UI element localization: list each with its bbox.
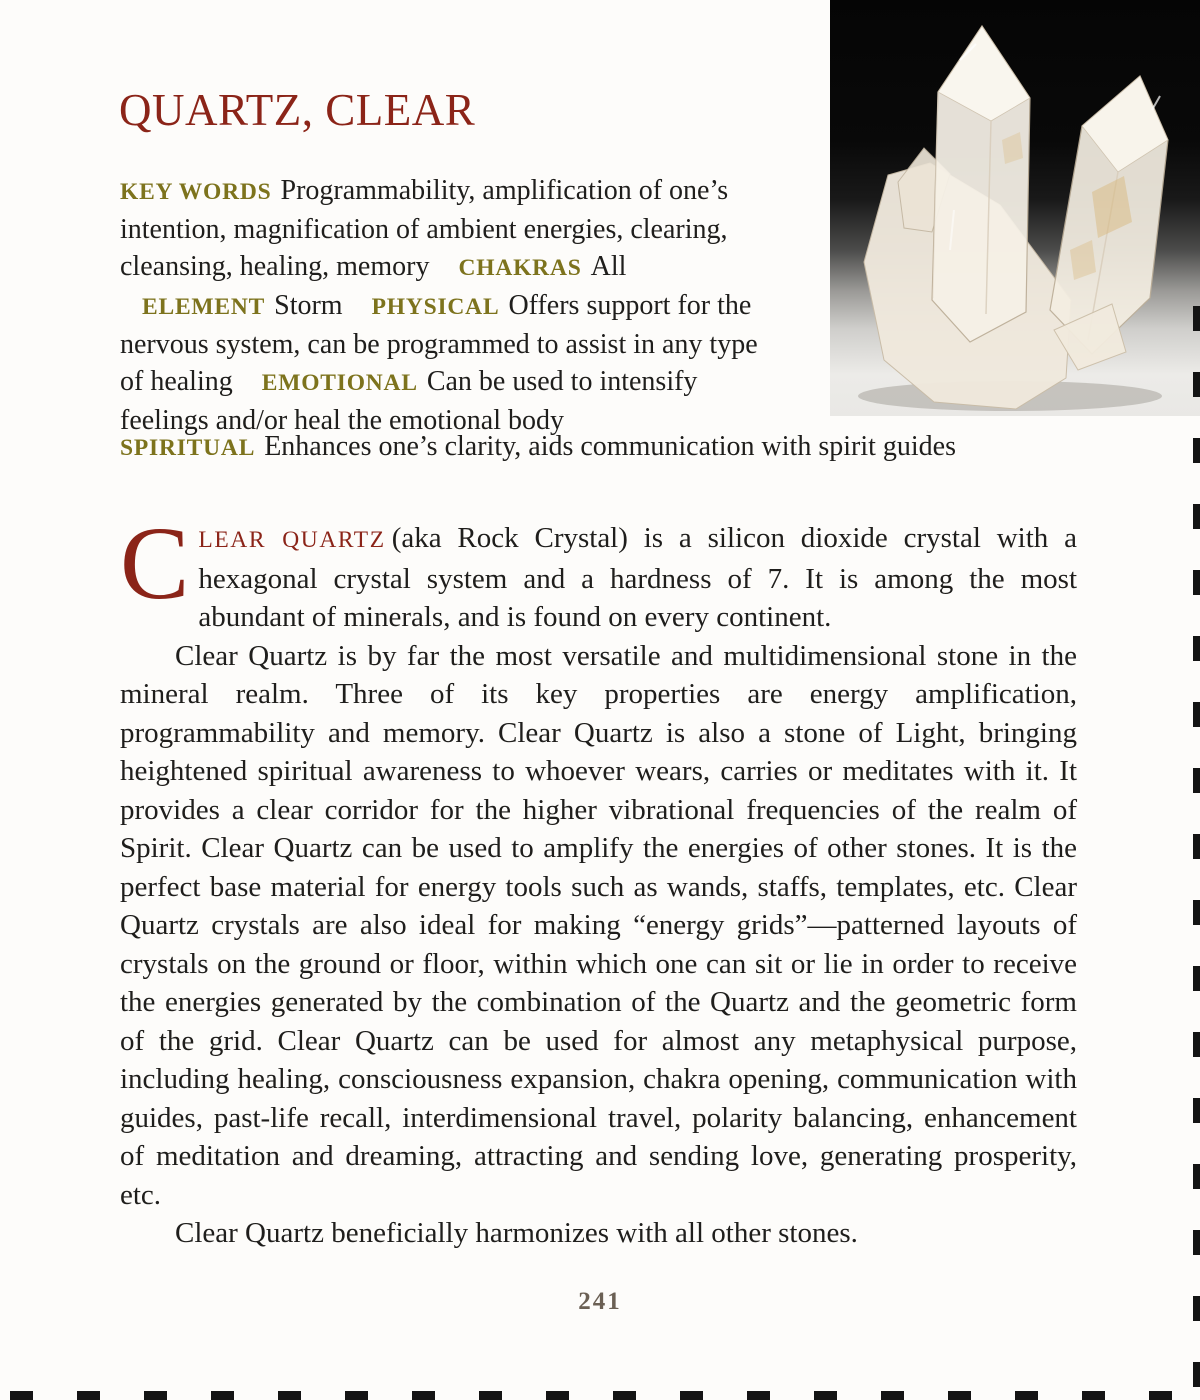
paragraph-lead	[120, 506, 1077, 637]
crystal-cluster-illustration	[830, 0, 1200, 416]
paragraph-harmonizes: Clear Quartz beneficially harmonizes with all other stones.	[175, 1217, 858, 1249]
property-spiritual-row	[120, 428, 1078, 467]
property-spiritual	[120, 431, 956, 462]
property-text: Enhances one’s clarity, aids communication with spirit guides	[264, 431, 956, 462]
body-text	[120, 506, 1077, 1253]
property-label: EMOTIONAL	[261, 370, 418, 396]
property-label: PHYSICAL	[371, 294, 500, 320]
page-edge-marks-right	[1193, 306, 1200, 1400]
property-key-words	[120, 175, 728, 282]
properties-block	[120, 172, 770, 439]
paragraph-text: (aka Rock Crystal) is a silicon dioxide crystal with a hexagonal crystal system and a hardness of 7. It is among the most abundant of minerals, and is found on every continent.	[198, 522, 1077, 633]
property-label: KEY WORDS	[120, 179, 272, 205]
property-text: Storm	[274, 290, 343, 321]
clear-quartz-photo	[830, 0, 1200, 416]
property-label: CHAKRAS	[458, 255, 582, 281]
property-chakras	[436, 251, 626, 282]
paragraph-main: Clear Quartz is by far the most versatile and multidimensional stone in the mineral realm. Three of its key properties are energy amplification, programmability and memory. Clear Quartz is also a stone of Light, bringing heightened spiritual awareness to whoever wears, carries or meditates with it. It provides a clear corridor for the higher vibrational frequencies of the realm of Spirit. Clear Quartz can be used to amplify the energies of other stones. It is the perfect base material for energy tools such as wands, staffs, templates, etc. Clear Quartz crystals are also ideal for making “energy grids”—patterned layouts of crystals on the ground or floor, within which one can sit or lie in order to receive the energies generated by the combination of the Quartz and the geometric form of the grid. Clear Quartz can be used for almost any metaphysical purpose, including healing, consciousness expansion, chakra opening, communication with guides, past-life recall, interdimensional travel, polarity balancing, enhancement of meditation and dreaming, attracting and sending love, generating prosperity, etc.	[120, 639, 1077, 1211]
property-text: All	[590, 251, 627, 282]
lead-in-smallcaps: LEAR QUARTZ	[198, 527, 386, 553]
property-label: SPIRITUAL	[120, 435, 256, 461]
property-element	[120, 290, 343, 321]
property-text: Programmability, amplification of one’s intention, magnification of ambient energies, clearing, cleansing, healing, memory	[120, 175, 729, 282]
page-title: QUARTZ, CLEAR	[119, 85, 476, 135]
property-text: Can be used to intensify feelings and/or heal the emotional body	[120, 366, 698, 436]
property-text: Offers support for the nervous system, can be programmed to assist in any type of healing	[120, 290, 758, 397]
page-number: 241	[578, 1288, 622, 1315]
drop-cap: C	[120, 506, 190, 621]
page-edge-marks-bottom	[10, 1391, 1200, 1400]
property-label: ELEMENT	[142, 294, 266, 320]
